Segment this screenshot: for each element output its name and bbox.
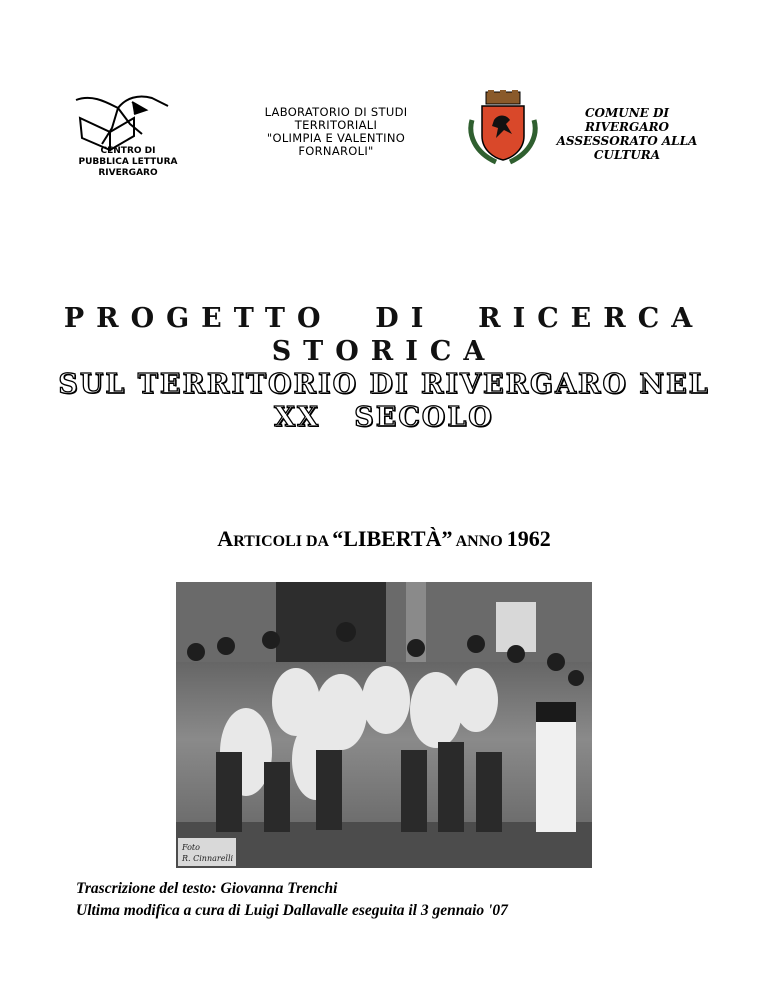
laboratory-name: LABORATORIO DI STUDI TERRITORIALI "OLIMPIA E VALENTINO FORNAROLI": [264, 105, 408, 158]
library-logo-text: CENTRO DI PUBBLICA LETTURA RIVERGARO: [78, 146, 178, 178]
title-line-2: STORICA: [271, 336, 497, 367]
photo-illustration: [176, 582, 592, 868]
credits: [76, 878, 716, 922]
title-line-3: SUL TERRITORIO DI RIVERGARO NEL: [58, 369, 710, 400]
newspaper-name: “LIBERTÀ”: [332, 526, 453, 551]
photo-caption: Foto: [182, 843, 200, 852]
rivergaro-crest-icon: [466, 90, 540, 166]
municipality-name: COMUNE DI RIVERGARO ASSESSORATO ALLA CULTURA: [556, 106, 698, 162]
transcription-credit: Trascrizione del testo: Giovanna Trenchi: [76, 880, 338, 897]
bird-book-icon: [76, 96, 168, 150]
year: 1962: [506, 526, 551, 551]
title-line-1: PROGETTO DI RICERCA: [63, 303, 705, 334]
subtitle: ARTICOLI DA “LIBERTÀ” ANNO 1962: [217, 526, 551, 551]
svg-text:R. Cinnarelli: R. Cinnarelli: [182, 854, 234, 863]
title-line-4: XX SECOLO: [274, 402, 494, 433]
edit-credit: Ultima modifica a cura di Luigi Dallavalle eseguita il 3 gennaio '07: [76, 902, 508, 919]
historic-group-photo: [176, 582, 592, 868]
project-title: [24, 302, 744, 434]
